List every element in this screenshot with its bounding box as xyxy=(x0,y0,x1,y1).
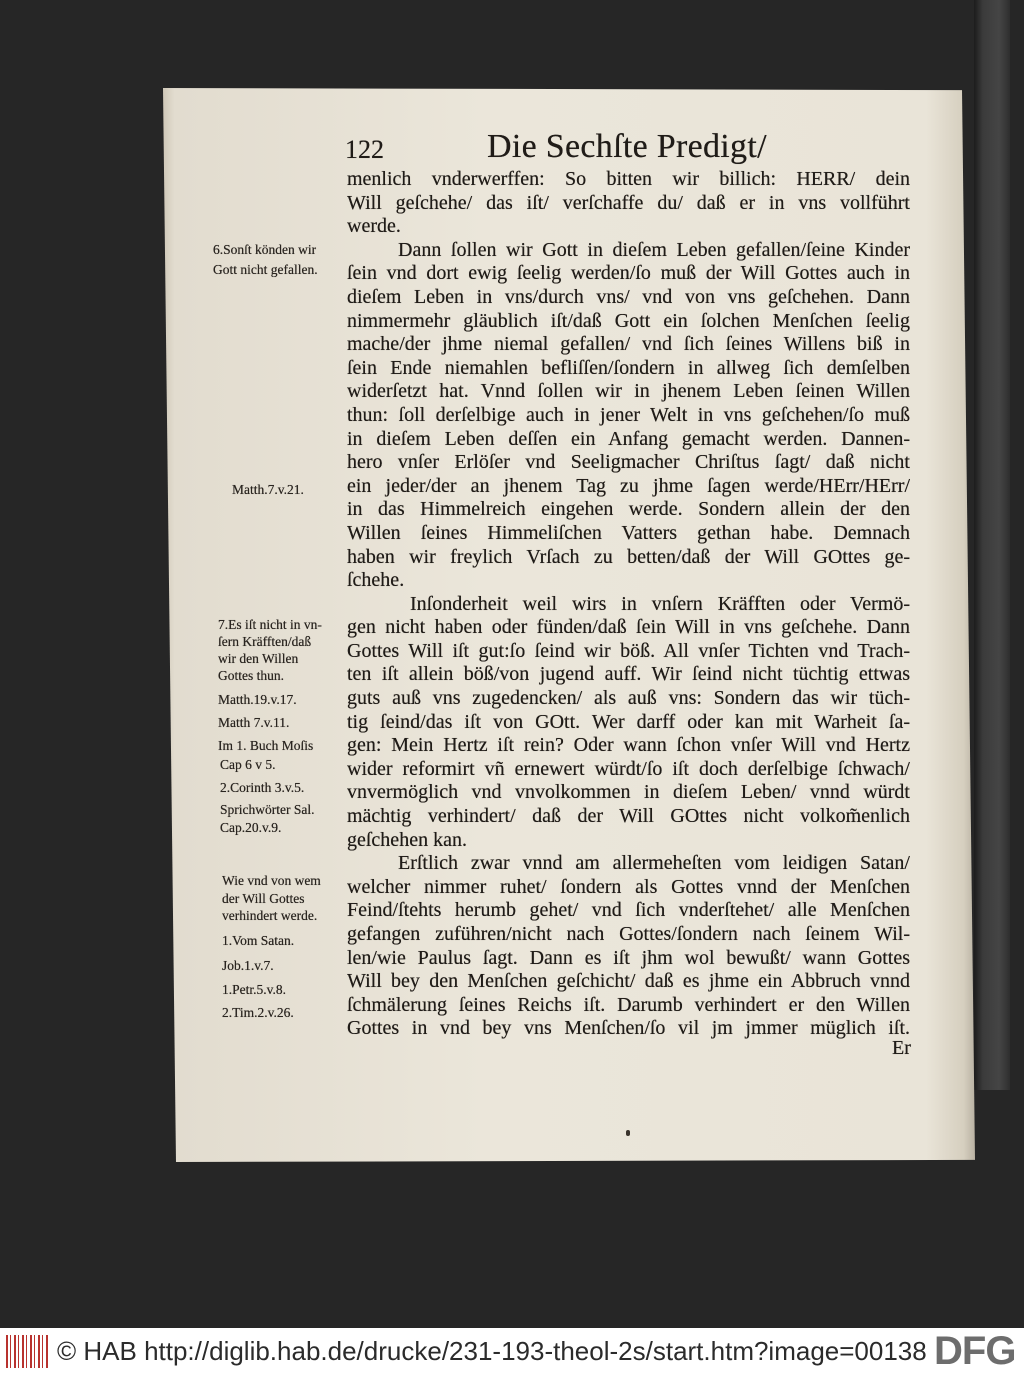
text-line: ſein Ende niemahlen befliſſen/ſondern in allweg ſich demſelben xyxy=(347,356,910,379)
text-line: werde. xyxy=(347,215,401,238)
text-line: gefangen zuführen/nicht nach Gottes/ſondern nach ſeinem Wil- xyxy=(347,923,910,945)
body-text xyxy=(347,168,910,1041)
margin-note: 1.Vom Satan. xyxy=(222,933,295,948)
text-line: Feind/ſtehts herumb gehet/ vnd ſich vnderſtehet/ alle Menſchen xyxy=(347,899,910,922)
dfg-logo: DFG xyxy=(934,1329,1016,1373)
margin-note: 2.Tim.2.v.26. xyxy=(222,1005,294,1020)
text-line: mache/der jhme niemal gefallen/ vnd ſich ſeines Willens biß in xyxy=(347,333,910,356)
margin-note: Matth 7.v.11. xyxy=(218,715,290,730)
text-line: hero vnſer Erlöſer vnd Seeligmacher Chriſtus ſagt/ daß nicht xyxy=(347,451,910,474)
text-line: guts auß vns zugedencken/ als auß vns: Sondern das wir tüch- xyxy=(347,687,910,710)
text-line: in dieſem Leben deſſen ein Anfang gemacht werden. Dannen- xyxy=(347,427,910,450)
text-line: menlich vnderwerffen: So bitten wir billich: HERR/ dein xyxy=(347,168,910,190)
margin-note: Wie vnd von wem xyxy=(222,873,321,888)
text-line: vnvermöglich vnd vnvolkommen in dieſem Leben/ vnnd würdt xyxy=(347,781,910,804)
text-line: ſchmälerung ſeines Reichs iſt. Darumb verhindert er den Willen xyxy=(347,993,910,1016)
text-line: dieſem Leben in vns/durch vns/ vnd von vns geſchehen. Dann xyxy=(347,285,910,308)
text-line: Willen ſeines Himmeliſchen Vatters gethan habe. Demnach xyxy=(347,521,910,544)
margin-note: Gottes thun. xyxy=(218,668,284,683)
book-edge xyxy=(974,0,1010,1090)
text-line: nimmermehr gläublich iſt/daß Gott ein ſolchen Menſchen ſeelig xyxy=(347,309,910,332)
text-line: ein jeder/der an jhenem Tag zu jhme ſagen werde/HErr/HErr/ xyxy=(347,474,910,497)
printer-mark xyxy=(626,1130,630,1136)
margin-note: 2.Corinth 3.v.5. xyxy=(220,780,305,795)
margin-note: 1.Petr.5.v.8. xyxy=(222,982,286,997)
margin-note: Im 1. Buch Moſis xyxy=(218,738,314,753)
text-line: welcher nimmer ruhet/ ſondern als Gottes vnnd der Menſchen xyxy=(347,875,910,898)
margin-note: Job.1.v.7. xyxy=(222,958,274,973)
text-line: mächtig verhindert/ daß der Will GOttes nicht volkom̃enlich xyxy=(347,805,910,828)
text-line: ſchehe. xyxy=(347,569,405,592)
text-line: ten iſt allein böß/von jugend auff. Wir ſeind nicht tüchtig ettwas xyxy=(347,663,910,686)
copyright-notice: © HAB http://diglib.hab.de/drucke/231-193-theol-2s/start.htm?image=00138 xyxy=(57,1336,927,1366)
page-number: 122 xyxy=(345,135,384,164)
catchword: Er xyxy=(892,1037,911,1059)
text-line: Dann ſollen wir Gott in dieſem Leben gefallen/ſeine Kinder xyxy=(398,238,910,261)
text-line: tig ſeind/das iſt von GOtt. Wer darff oder kan mit Warheit ſa- xyxy=(347,710,910,733)
text-line: wider reformirt vñ ernewert würdt/ſo iſt doch derſelbige ſchwach/ xyxy=(347,757,910,780)
text-line: Inſonderheit weil wirs in vnſern Kräfften oder Vermö- xyxy=(410,592,910,615)
margin-note: 6.Sonſt könden wir xyxy=(213,242,317,257)
text-line: gen nicht haben oder fünden/daß ſein Will in vns geſchehe. Dann xyxy=(347,616,910,639)
margin-note: Sprichwörter Sal. xyxy=(220,802,315,817)
text-line: Gottes in vnd bey vns Menſchen/ſo vil jm jmmer müglich iſt. xyxy=(347,1017,910,1040)
text-line: Gottes Will iſt gut:ſo ſeind wir böß. All vnſer Tichten vnd Trach- xyxy=(347,639,910,662)
margin-note: Matth.19.v.17. xyxy=(218,692,297,707)
margin-note: Gott nicht gefallen. xyxy=(213,262,318,277)
margin-note: der Will Gottes xyxy=(222,891,305,906)
margin-note: verhindert werde. xyxy=(222,908,318,923)
margin-note: Matth.7.v.21. xyxy=(232,482,304,497)
running-title: Die Sechſte Predigt/ xyxy=(487,128,767,165)
text-line: widerſetzt hat. Vnnd ſollen wir in jhenem Leben ſeinen Willen xyxy=(347,380,910,403)
text-line: Erſtlich zwar vnnd am allermeheſten vom leidigen Satan/ xyxy=(398,852,910,875)
text-line: geſchehen kan. xyxy=(347,828,467,851)
margin-note: Cap 6 v 5. xyxy=(220,757,276,772)
margin-note: Cap.20.v.9. xyxy=(220,820,282,835)
text-line: len/wie Paulus ſagt. Dann es iſt jhm wol bewußt/ wann Gottes xyxy=(347,946,910,969)
text-line: thun: ſoll derſelbige auch in jener Welt in vns geſchehen/ſo muß xyxy=(347,403,910,426)
barcode-icon xyxy=(6,1335,48,1368)
text-line: haben wir freylich Vrſach zu betten/daß der Will GOttes ge- xyxy=(347,545,910,568)
margin-note: 7.Es iſt nicht in vn- xyxy=(218,617,322,632)
text-line: Will bey den Menſchen geſchicht/ daß es jhme ein Abbruch vnnd xyxy=(347,970,910,993)
margin-note: ſern Kräfften/daß xyxy=(218,634,312,649)
text-line: ſein vnd dort ewig ſeelig werden/ſo muß der Will Gottes auch in xyxy=(347,262,910,285)
image-footer xyxy=(0,1328,1024,1374)
text-line: Will geſchehe/ das iſt/ verſchaffe du/ daß er in vns vollführt xyxy=(347,191,910,214)
text-line: gen: Mein Hertz iſt rein? Oder wann ſchon vnſer Will vnd Hertz xyxy=(347,734,910,757)
margin-note: wir den Willen xyxy=(218,651,299,666)
text-line: in das Himmelreich eingehen werde. Sondern allein der den xyxy=(347,498,910,521)
